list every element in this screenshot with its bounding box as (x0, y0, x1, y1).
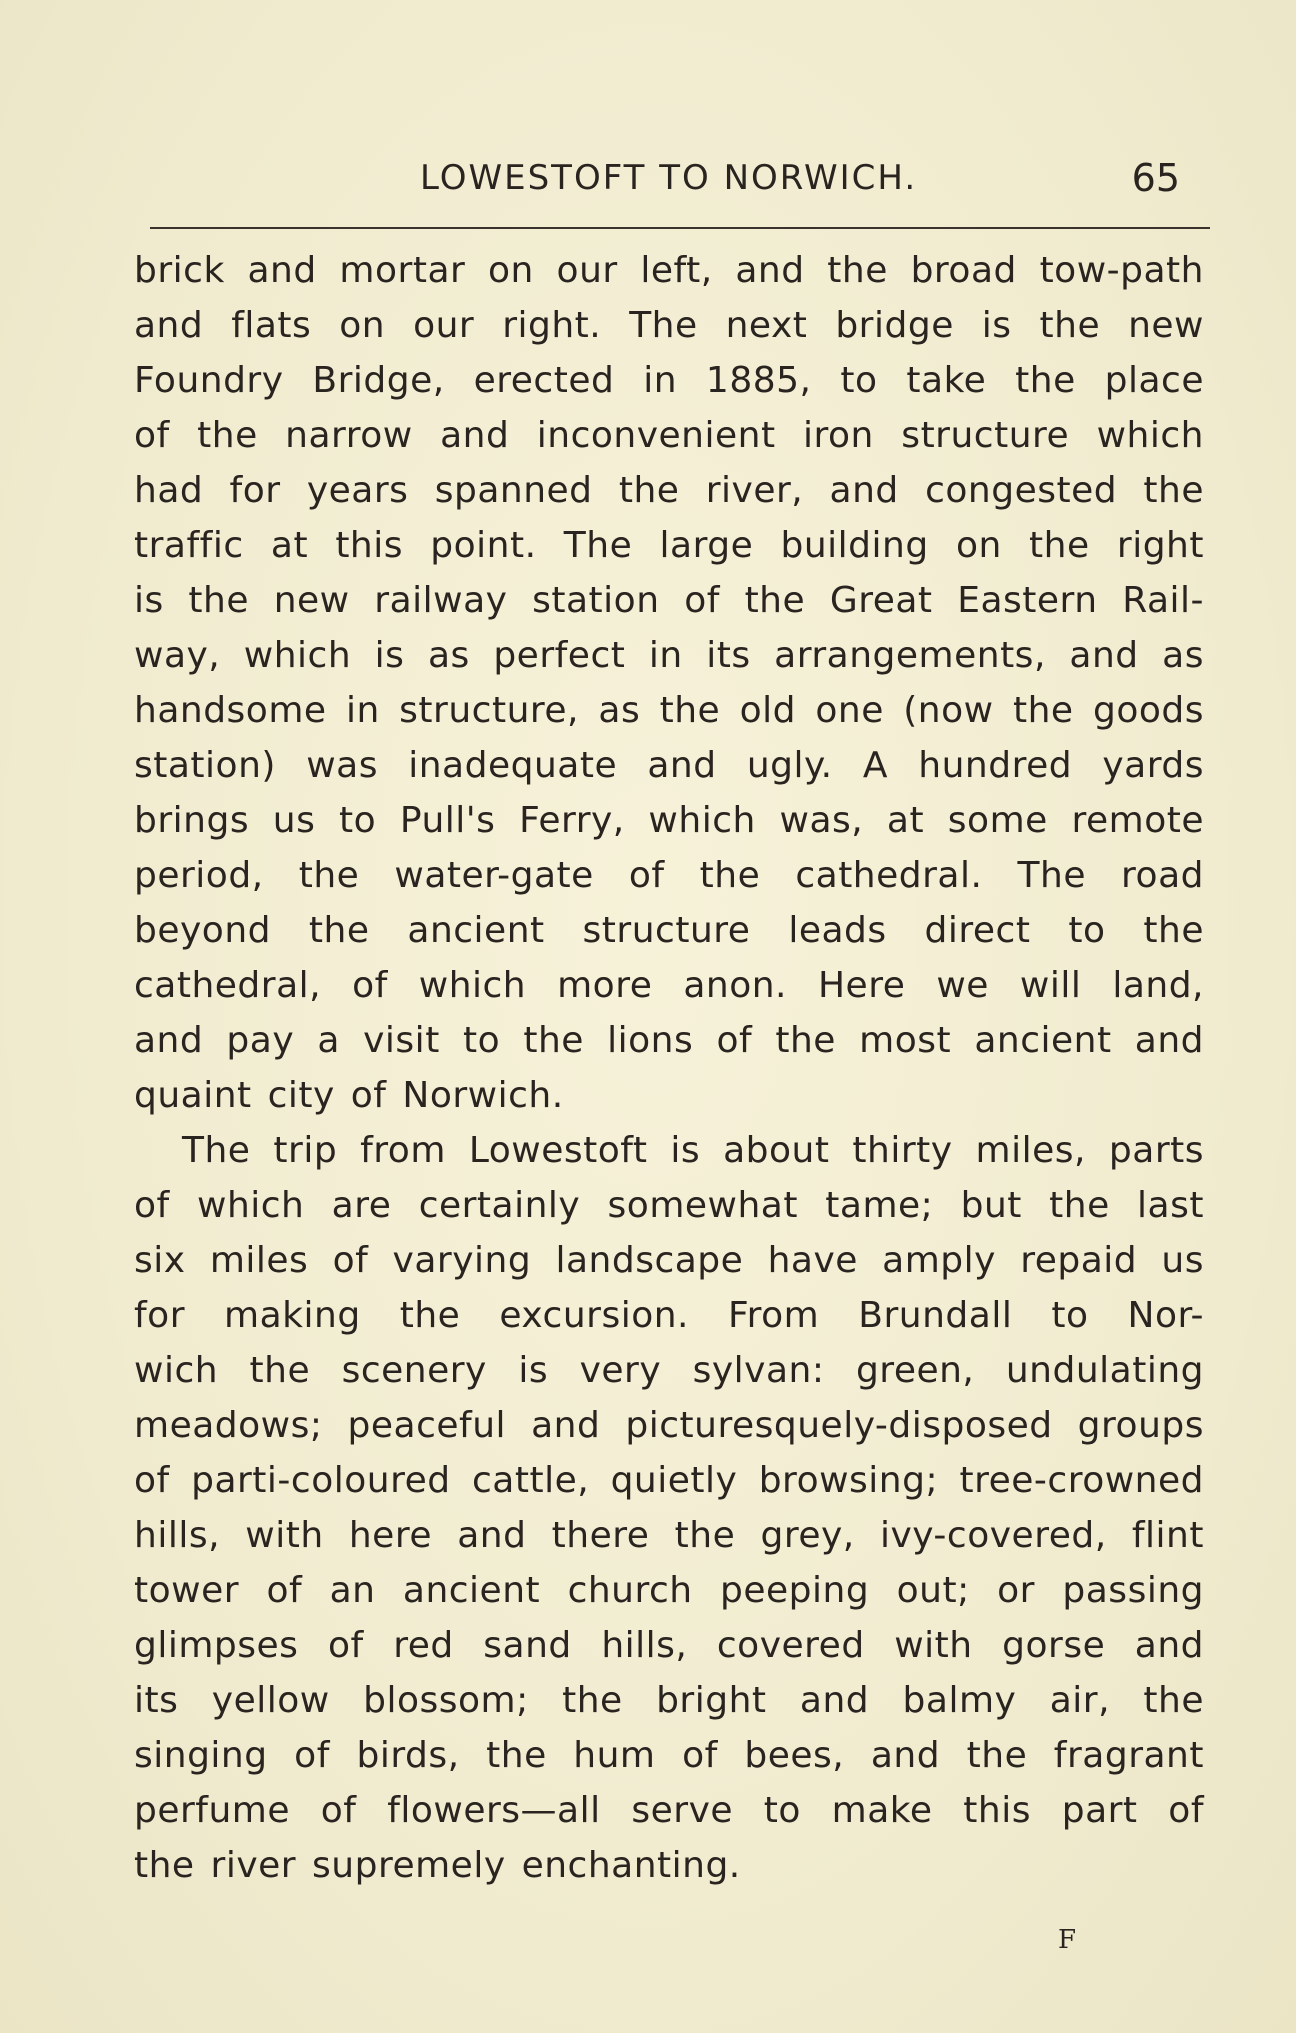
text-line: of which are certainly somewhat tame; but the last (134, 1185, 1204, 1226)
text-line: and pay a visit to the lions of the most ancient and (134, 1020, 1204, 1061)
text-line: meadows; peaceful and picturesquely-disposed groups (134, 1405, 1204, 1446)
text-line: of parti-coloured cattle, quietly browsing; tree-crowned (134, 1460, 1204, 1501)
text-line: perfume of flowers—all serve to make this part of (134, 1790, 1204, 1831)
text-line: had for years spanned the river, and congested the (134, 470, 1204, 511)
text-line: beyond the ancient structure leads direct to the (134, 910, 1204, 951)
text-line: the river supremely enchanting. (134, 1845, 741, 1886)
paragraph-1 (134, 243, 1204, 1123)
body-text (134, 243, 1204, 1893)
text-line: way, which is as perfect in its arrangements, and as (134, 635, 1204, 676)
text-line: traffic at this point. The large building on the right (134, 525, 1204, 566)
text-line: six miles of varying landscape have amply repaid us (134, 1240, 1204, 1281)
text-line: and flats on our right. The next bridge is the new (134, 305, 1204, 346)
text-line: for making the excursion. From Brundall to Nor- (134, 1295, 1204, 1336)
text-line: of the narrow and inconvenient iron structure which (134, 415, 1204, 456)
text-line: is the new railway station of the Great Eastern Rail- (134, 580, 1204, 621)
running-head (150, 158, 1180, 218)
text-line: cathedral, of which more anon. Here we will land, (134, 965, 1204, 1006)
page-number: 65 (1131, 156, 1180, 200)
text-line: period, the water-gate of the cathedral. The road (134, 855, 1204, 896)
text-line: wich the scenery is very sylvan: green, undulating (134, 1350, 1204, 1391)
text-line: singing of birds, the hum of bees, and the fragrant (134, 1735, 1204, 1776)
header-rule (150, 227, 1210, 229)
text-line: Foundry Bridge, erected in 1885, to take the place (134, 360, 1204, 401)
running-title: LOWESTOFT TO NORWICH. (420, 158, 918, 198)
text-line: its yellow blossom; the bright and balmy air, the (134, 1680, 1204, 1721)
text-line: quaint city of Norwich. (134, 1075, 564, 1116)
text-line: glimpses of red sand hills, covered with gorse and (134, 1625, 1204, 1666)
text-line: tower of an ancient church peeping out; or passing (134, 1570, 1204, 1611)
text-line: The trip from Lowestoft is about thirty miles, parts (182, 1130, 1204, 1171)
paragraph-2 (134, 1123, 1204, 1893)
signature-mark: F (1058, 1925, 1077, 1955)
text-line: brick and mortar on our left, and the broad tow-path (134, 250, 1204, 291)
text-line: station) was inadequate and ugly. A hundred yards (134, 745, 1204, 786)
text-line: handsome in structure, as the old one (now the goods (134, 690, 1204, 731)
text-line: brings us to Pull's Ferry, which was, at some remote (134, 800, 1204, 841)
text-line: hills, with here and there the grey, ivy-covered, flint (134, 1515, 1204, 1556)
